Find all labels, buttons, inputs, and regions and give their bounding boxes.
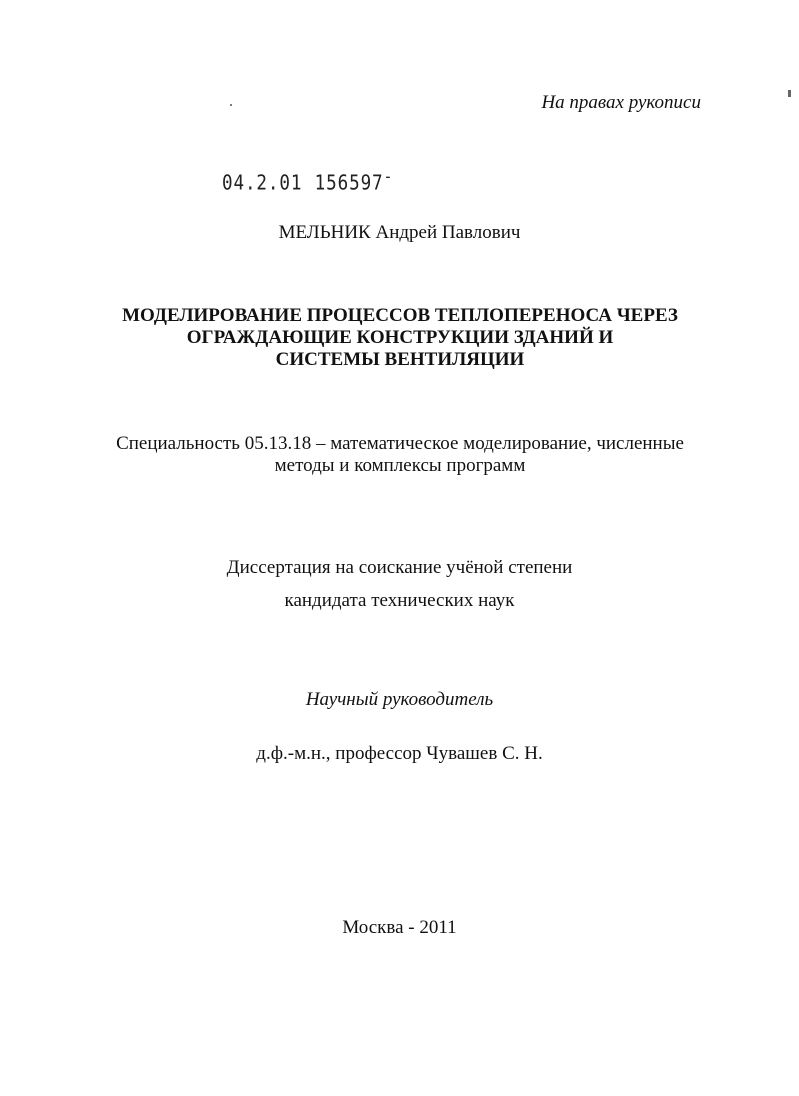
rights-notice: На правах рукописи — [541, 92, 701, 113]
author-name: МЕЛЬНИК Андрей Павлович — [278, 222, 521, 243]
scan-edge-mark — [788, 90, 791, 97]
specialty-line: Специальность 05.13.18 – математическое моделирование, численные — [116, 433, 684, 454]
stamp-mark: - — [383, 167, 394, 186]
stamp-code: 04.2.01 — [222, 170, 303, 195]
degree-line-2: кандидата технических наук — [284, 590, 515, 611]
specialty-line: методы и комплексы программ — [274, 455, 526, 476]
city-year: Москва - 2011 — [342, 917, 457, 938]
supervisor-name: д.ф.-м.н., профессор Чувашев С. Н. — [256, 743, 543, 764]
title-line: МОДЕЛИРОВАНИЕ ПРОЦЕССОВ ТЕПЛОПЕРЕНОСА ЧЕРЕЗ — [122, 305, 678, 326]
scan-speck — [230, 104, 232, 106]
title-line: СИСТЕМЫ ВЕНТИЛЯЦИИ — [275, 349, 525, 370]
title-line: ОГРАЖДАЮЩИЕ КОНСТРУКЦИИ ЗДАНИЙ И — [186, 327, 614, 348]
registration-stamp — [222, 167, 393, 195]
supervisor-label: Научный руководитель — [305, 689, 494, 710]
specialty — [60, 433, 740, 477]
stamp-number: 156597 — [314, 170, 384, 195]
dissertation-title — [60, 305, 740, 371]
degree-line-1: Диссертация на соискание учёной степени — [226, 557, 573, 578]
